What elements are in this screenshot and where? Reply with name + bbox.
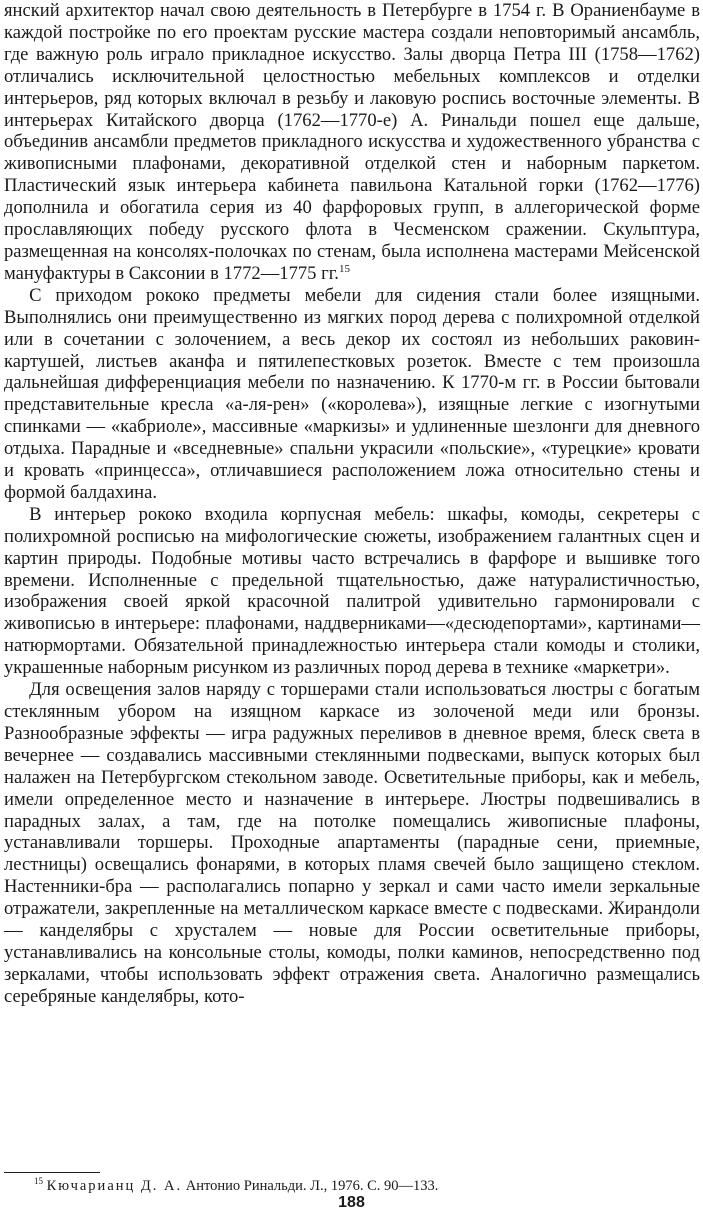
page-number: 188 <box>338 1194 365 1211</box>
footnote <box>34 1178 438 1195</box>
paragraph-1 <box>4 0 700 285</box>
paragraph-2: С приходом рококо предметы мебели для сидения стали более изящными. Выполнялись они преимущественно из мягких пород дерева с полихромной отделкой или в сочетании с золочением, а весь декор их состоял из небольших раковин-картушей, листьев аканфа и пятилепестковых розеток. Вместе с тем произошла дальнейшая дифференциация мебели по назначению. К 1770-м гг. в России бытовали представительные кресла «а-ля-рен» («королева»), изящные легкие с изогнутыми спинками — «кабриоле», массивные «маркизы» и удлиненные шезлонги для дневного отдыха. Парадные и «вседневные» спальни украсили «польские», «турецкие» кровати и кровать «принцесса», отличавшиеся расположением ложа относительно стены и формой балдахина. <box>4 284 700 503</box>
footnote-reference: 15 <box>338 262 350 275</box>
footnote-number: 15 <box>34 1176 43 1187</box>
paragraph-4: Для освещения залов наряду с торшерами стали использоваться люстры с богатым стеклянным убором на изящном каркасе из золоченой меди или бронзы. Разнообразные эффекты — игра радужных переливов в дневное время, блеск света в вечернее — создавались массивными стеклянными подвесками, выпуск которых был налажен на Петербургском стекольном заводе. Осветительные приборы, как и мебель, имели определенное место и назначение в интерьере. Люстры подвешивались в парадных залах, а там, где на потолке помещались живописные плафоны, устанавливали торшеры. Проходные апартаменты (парадные сени, приемные, лестницы) освещались фонарями, в которых пламя свечей было защищено стеклом. Настенники-бра — располагались попарно у зеркал и сами часто имели зеркальные отражатели, закрепленные на металлическом каркасе вместе с подвесками. Жирандоли — канделябры с хрусталем — новые для России осветительные приборы, устанавливались на консольные столы, комоды, полки каминов, непосредственно под зеркалами, чтобы использовать эффект отражения света. Аналогично размещались серебряные канделябры, кото- <box>4 679 700 1007</box>
footnote-text: Антонио Ринальди. Л., 1976. С. 90—133. <box>185 1178 439 1194</box>
book-page <box>4 0 700 1214</box>
body-text <box>4 0 700 1008</box>
footnote-author: Кючарианц Д. А. <box>46 1178 183 1194</box>
footnote-divider <box>4 1172 100 1173</box>
paragraph-3: В интерьер рококо входила корпусная мебель: шкафы, комоды, секретеры с полихромной росписью на мифологические сюжеты, изображением галантных сцен и картин природы. Подобные мотивы часто встречались в фарфоре и вышивке того времени. Исполненные с предельной тщательностью, даже натуралистичностью, изображения своей яркой красочной палитрой удивительно гармонировали с живописью в интерьере: плафонами, наддверниками—«десюдепортами», картинами—натюрмортами. Обязательной принадлежностью интерьера стали комоды и столики, украшенные наборным рисунком из различных пород дерева в технике «маркетри». <box>4 503 700 679</box>
paragraph-1-text: янский архитектор начал свою деятельность в Петербурге в 1754 г. В Ораниенбауме в каждой постройке по его проектам русские мастера создали неповторимый ансамбль, где важную роль играло прикладное искусство. Залы дворца Петра III (1758—1762) отличались исключительной целостностью мебельных комплексов и отделки интерьеров, ряд которых включал в резьбу и лаковую роспись восточные элементы. В интерьерах Китайского дворца (1762—1770-е) А. Ринальди пошел еще дальше, объединив ансамбли предметов прикладного искусства и художественного убранства с живописными плафонами, декоративной отделкой стен и наборным паркетом. Пластический язык интерьера кабинета павильона Катальной горки (1762—1776) дополнила и обогатила серия из 40 фарфоровых групп, в аллегорической форме прославляющих победу русского флота в Чесменском сражении. Скульптура, размещенная на консолях-полочках по стенам, была исполнена мастерами Мейсенской мануфактуры в Саксонии в 1772—1775 гг. <box>4 0 700 284</box>
